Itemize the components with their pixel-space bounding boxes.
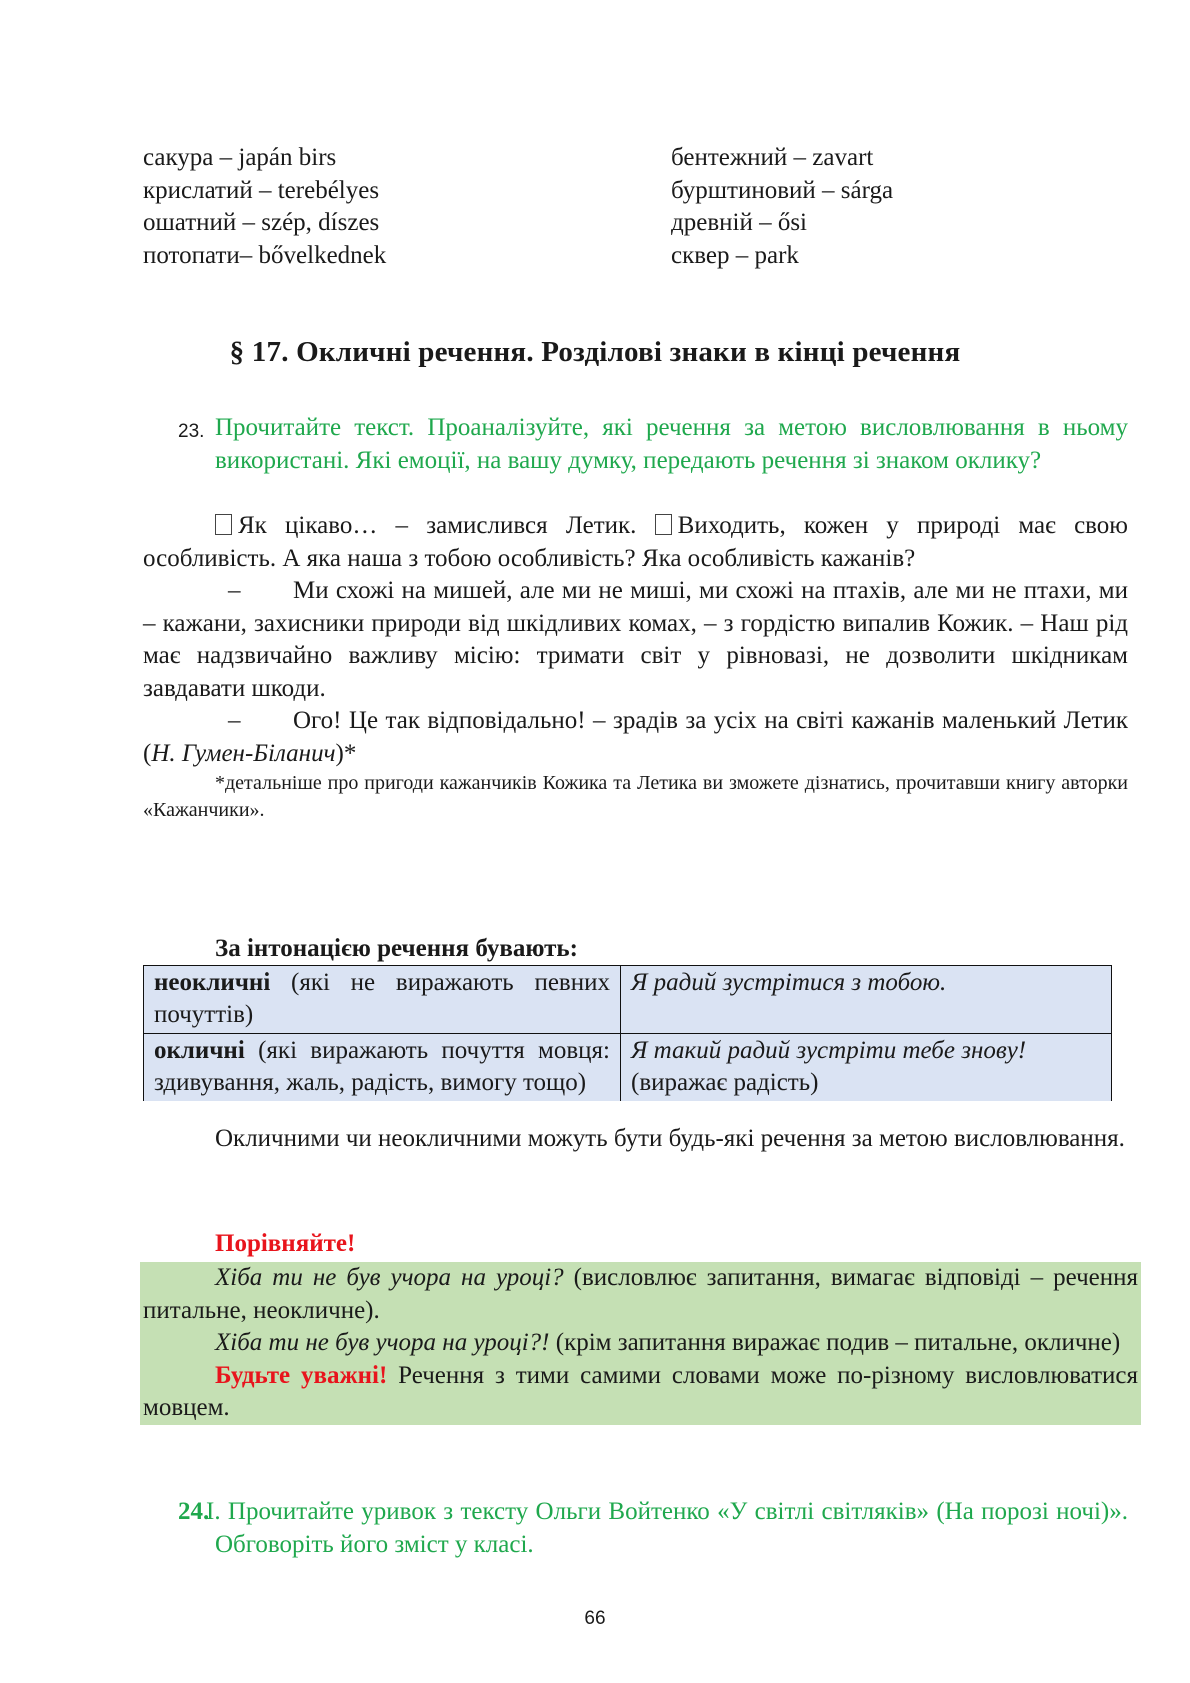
table-row [144, 966, 1112, 1034]
story-line: Виходить, кожен у природі має свою особливість. А яка наша з тобою особливість? Яка особливість кажанів? [143, 512, 1128, 572]
task-23 [143, 412, 1128, 477]
page-number: 66 [584, 1608, 606, 1629]
task-number: 23. [178, 421, 205, 442]
compare-paragraph [143, 1327, 1138, 1360]
example-note: (висловлює запитання, вимагає відповіді – речення питальне, неокличне). [143, 1264, 1139, 1324]
example-sentence: Хіба ти не був учора на уроці? [215, 1264, 564, 1291]
intonation-table [143, 965, 1112, 1101]
author-name: Н. Гумен-Біланич [151, 739, 336, 767]
example-sentence: Я радий зустрітися з тобою. [631, 969, 947, 996]
story-paragraph [143, 575, 1128, 705]
story-line-end: )* [335, 739, 357, 767]
task-instruction: Прочитайте текст. Проаналізуйте, які речення за метою висловлювання в ньому використані. Які емоції, на вашу думку, передають речення зі знаком оклику? [215, 414, 1128, 474]
dialogue-dash: – [228, 577, 241, 604]
table-cell-example [621, 1034, 1112, 1102]
table-cell-example [621, 966, 1112, 1034]
table-row [144, 1034, 1112, 1102]
vocabulary-left-column [143, 142, 386, 272]
warning-text: Речення з тими самими словами може по-різному висловлюватися мовцем. [143, 1361, 1138, 1421]
example-note: (крім запитання виражає подив – питальне, окличне) [549, 1329, 1121, 1356]
vocabulary-item: крислатий – terebélyes [143, 176, 380, 204]
vocabulary-item: древній – ősi [671, 209, 807, 236]
example-note: (виражає радість) [631, 1069, 819, 1096]
example-sentence: Хіба ти не був учора на уроці?! [215, 1329, 550, 1356]
story-line: Як цікаво… – замислився Летик. [238, 512, 655, 539]
vocabulary-item: сквер – park [671, 241, 799, 269]
vocabulary-right-column [671, 142, 893, 272]
intonation-heading: За інтонацією речення бувають: [215, 935, 578, 962]
rule-paragraph: Окличними чи неокличними можуть бути будь-які речення за метою висловлювання. [215, 1125, 1125, 1152]
footnote-text: *детальніше про пригоди кажанчиків Кожика та Летика ви зможете дізнатись, прочитавши книгу авторки «Кажанчики». [143, 772, 1128, 821]
task-instruction: І. Прочитайте уривок з тексту Ольги Войтенко «У світлі світляків» (На порозі ночі)». Обговоріть його зміст у класі. [206, 1498, 1128, 1558]
compare-title: Порівняйте! [215, 1230, 356, 1257]
compare-box [140, 1262, 1141, 1425]
term-name: неокличні [154, 969, 271, 996]
story-line: Ми схожі на мишей, але ми не миші, ми схожі на птахів, але ми не птахи, ми – кажани, захисники природи від шкідливих комах, – з гордістю випалив Кожик. – Наш рід має надзвичайно важливу місію: тримати світ у рівновазі, не дозволити шкідникам завдавати шкоди. [143, 577, 1128, 702]
vocabulary-item: ошатний – szép, díszes [143, 209, 380, 236]
task-24 [143, 1496, 1128, 1561]
vocabulary-item: бурштиновий – sárga [671, 176, 894, 204]
term-description: (які не виражають певних почуттів) [154, 969, 610, 1028]
section-title: § 17. Окличні речення. Розділові знаки в кінці речення [229, 336, 961, 368]
term-name: окличні [154, 1037, 245, 1064]
vocabulary-item: бентежний – zavart [671, 144, 874, 171]
table-cell-term [144, 1034, 621, 1102]
example-sentence: Я такий радий зустріти тебе знову! [631, 1037, 1027, 1064]
missing-glyph-box-icon [655, 514, 672, 535]
story-paragraph [143, 705, 1128, 770]
compare-paragraph [143, 1262, 1138, 1327]
table-cell-term [144, 966, 621, 1034]
compare-paragraph [143, 1360, 1138, 1425]
warning-label: Будьте уважні! [215, 1361, 388, 1389]
term-description: (які виражають почуття мовця: здивування, жаль, радість, вимогу тощо) [154, 1037, 610, 1096]
story-text [143, 510, 1128, 770]
missing-glyph-box-icon [215, 514, 232, 535]
story-paragraph [143, 510, 1128, 575]
footnote [143, 770, 1128, 824]
story-line: Ого! Це так відповідально! – зрадів за усіх на світі кажанів маленький Летик ( [143, 707, 1128, 767]
vocabulary-item: сакура – japán birs [143, 144, 337, 171]
task-number: 24. [178, 1498, 210, 1525]
dialogue-dash: – [228, 707, 241, 734]
vocabulary-item: потопати– bővelkednek [143, 241, 387, 269]
rule-text [143, 1123, 1128, 1156]
